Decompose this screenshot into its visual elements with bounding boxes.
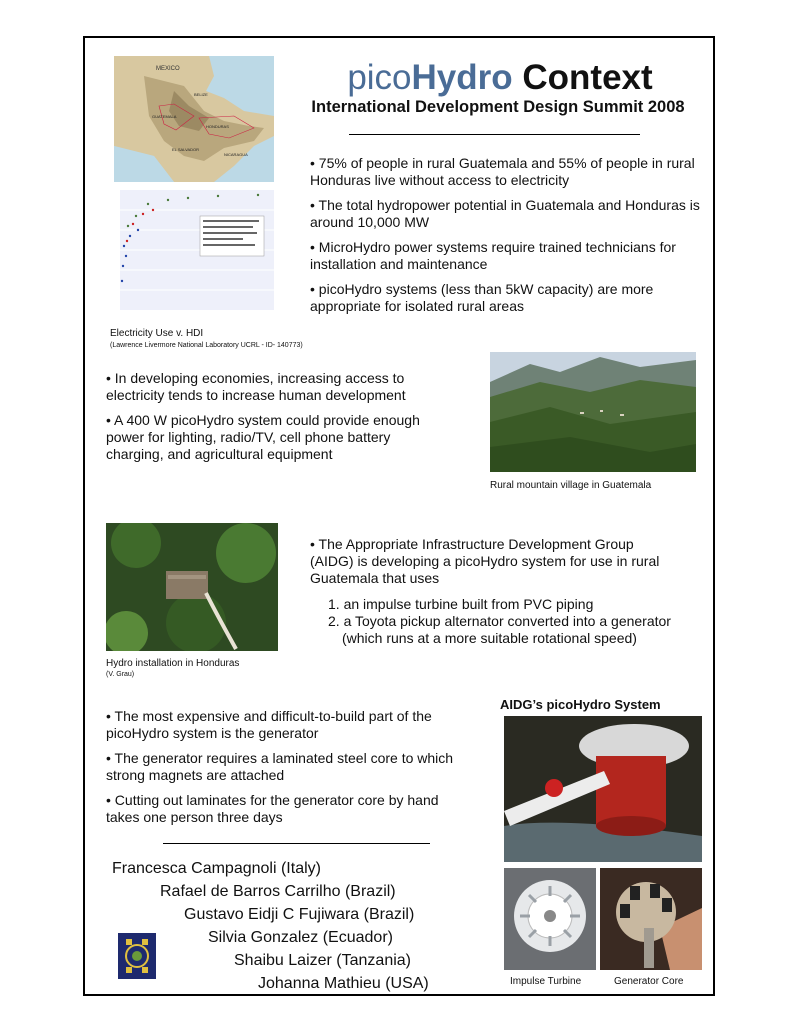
map-label-mexico: MEXICO [156,66,180,72]
generator-core-photo [600,868,702,970]
aidg-list-item: 1. an impulse turbine built from PVC piping [328,596,594,612]
page-subtitle: International Development Design Summit 2008 [311,98,685,116]
central-america-map [114,56,274,182]
author-name: Shaibu Laizer (Tanzania) [234,952,411,969]
aidg-list-item: (which runs at a more suitable rotational speed) [342,630,637,646]
authors-rule [163,843,430,844]
author-name: Silvia Gonzalez (Ecuador) [208,929,393,946]
aidg-list-item: 2. a Toyota pickup alternator converted into a generator [328,613,671,629]
author-name: Francesca Campagnoli (Italy) [112,860,321,877]
intro-bullet: • The total hydropower potential in Guatemala and Honduras is around 10,000 MW [310,197,700,230]
map-label-guatemala: GUATEMALA [152,114,177,119]
generator-bullets [106,708,466,834]
system-photo [504,716,702,862]
map-label-nicaragua: NICARAGUA [224,152,248,157]
village-caption: Rural mountain village in Guatemala [490,480,652,491]
honduras-credit: (V. Grau) [106,671,135,678]
title-context: Context [522,58,653,97]
generator-bullet: • The most expensive and difficult-to-build part of the picoHydro system is the generator [106,708,432,741]
system-heading: AIDG’s picoHydro System [500,697,661,712]
intro-bullet: • MicroHydro power systems require trained technicians for installation and maintenance [310,239,676,272]
development-bullet: • A 400 W picoHydro system could provide enough power for lighting, radio/TV, cell phone battery charging, and agricultural equipment [106,412,420,462]
page-title [300,58,700,98]
aidg-list [328,596,698,647]
intro-bullet: • picoHydro systems (less than 5kW capacity) are more appropriate for isolated rural areas [310,281,654,314]
electricity-hdi-chart [108,186,278,320]
title-pico: pico [347,58,412,97]
hdi-caption: Electricity Use v. HDI [110,328,204,339]
author-name: Johanna Mathieu (USA) [258,975,429,992]
honduras-caption: Hydro installation in Honduras [106,658,240,669]
turbine-caption: Impulse Turbine [510,976,582,987]
honduras-photo [106,523,278,651]
intro-bullet: • 75% of people in rural Guatemala and 55% of people in rural Honduras live without access to electricity [310,155,695,188]
development-bullets [106,370,446,471]
title-rule [349,134,640,135]
author-name: Gustavo Eidji C Fujiwara (Brazil) [184,906,415,923]
core-caption: Generator Core [614,976,684,987]
village-photo [490,352,696,472]
map-label-belize: BELIZE [194,92,208,97]
map-label-honduras: HONDURAS [206,124,229,129]
title-hydro: Hydro [411,58,513,97]
development-bullet: • In developing economies, increasing access to electricity tends to increase human development [106,370,406,403]
turbine-photo [504,868,596,970]
generator-bullet: • Cutting out laminates for the generator core by hand takes one person three days [106,792,439,825]
aidg-intro: • The Appropriate Infrastructure Development Group (AIDG) is developing a picoHydro system for use in rural Guatemala that uses [310,536,660,586]
author-name: Rafael de Barros Carrilho (Brazil) [160,883,396,900]
intro-bullets [310,155,700,323]
map-label-el-salvador: EL SALVADOR [172,147,200,152]
hdi-credit: (Lawrence Livermore National Laboratory UCRL - ID- 140773) [110,342,303,349]
generator-bullet: • The generator requires a laminated steel core to which strong magnets are attached [106,750,454,783]
summit-logo [118,933,156,979]
